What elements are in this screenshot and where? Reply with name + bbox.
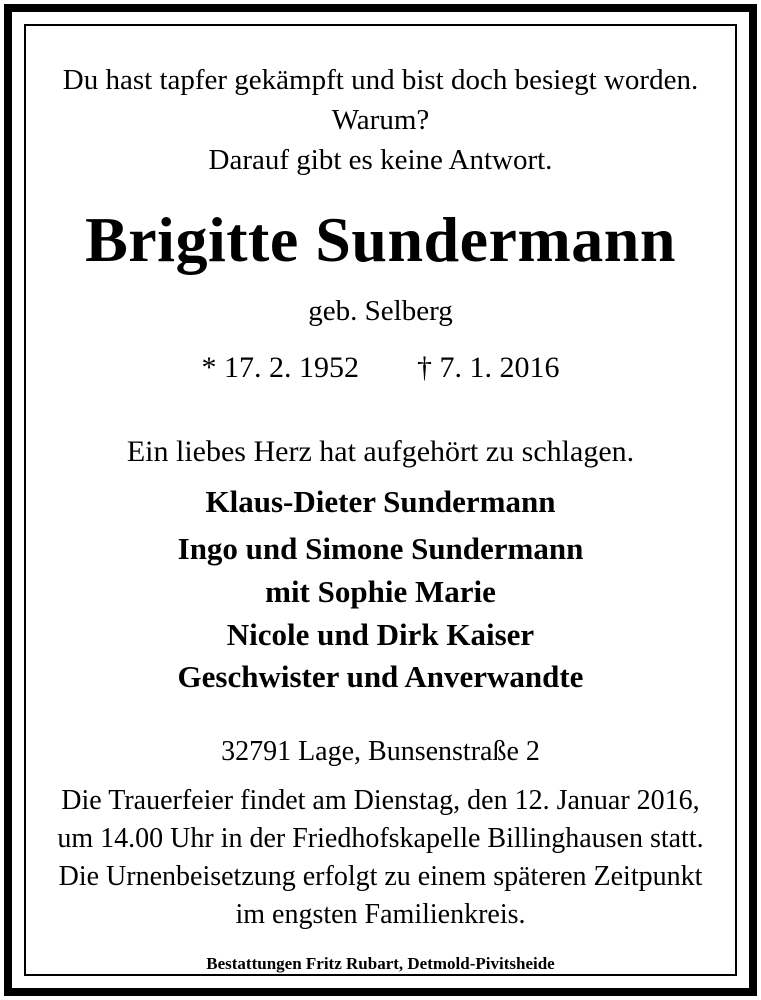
- ceremony-line-1: Die Trauerfeier findet am Dienstag, den 12. Januar 2016,: [61, 785, 700, 816]
- birth-date: * 17. 2. 1952: [201, 351, 359, 384]
- ceremony-line-2: um 14.00 Uhr in der Friedhofskapelle Billinghausen statt.: [57, 823, 704, 854]
- death-date: † 7. 1. 2016: [417, 351, 560, 384]
- mourner-line-3: mit Sophie Marie: [265, 574, 496, 609]
- mourner-line-4: Nicole und Dirk Kaiser: [226, 617, 535, 652]
- life-dates: [0, 353, 761, 383]
- ceremony-line-4: im engsten Familienkreis.: [235, 899, 526, 930]
- mourner-line-2: Ingo und Simone Sundermann: [177, 531, 584, 566]
- verse-line-1: Du hast tapfer gekämpft und bist doch besiegt worden.: [62, 64, 699, 96]
- deceased-name: Brigitte Sundermann: [85, 204, 676, 275]
- mourner-line-5: Geschwister und Anverwandte: [177, 659, 584, 694]
- undertaker: Bestattungen Fritz Rubart, Detmold-Pivitsheide: [206, 954, 555, 973]
- heart-line: Ein liebes Herz hat aufgehört zu schlagen.: [126, 435, 635, 468]
- ceremony-line-3: Die Urnenbeisetzung erfolgt zu einem späteren Zeitpunkt: [58, 861, 703, 892]
- verse-line-2: Warum?: [331, 104, 430, 136]
- verse-line-3: Darauf gibt es keine Antwort.: [208, 144, 553, 176]
- mourner-line-1: Klaus-Dieter Sundermann: [205, 484, 556, 519]
- birth-name: geb. Selberg: [308, 295, 453, 327]
- address: 32791 Lage, Bunsenstraße 2: [221, 736, 540, 767]
